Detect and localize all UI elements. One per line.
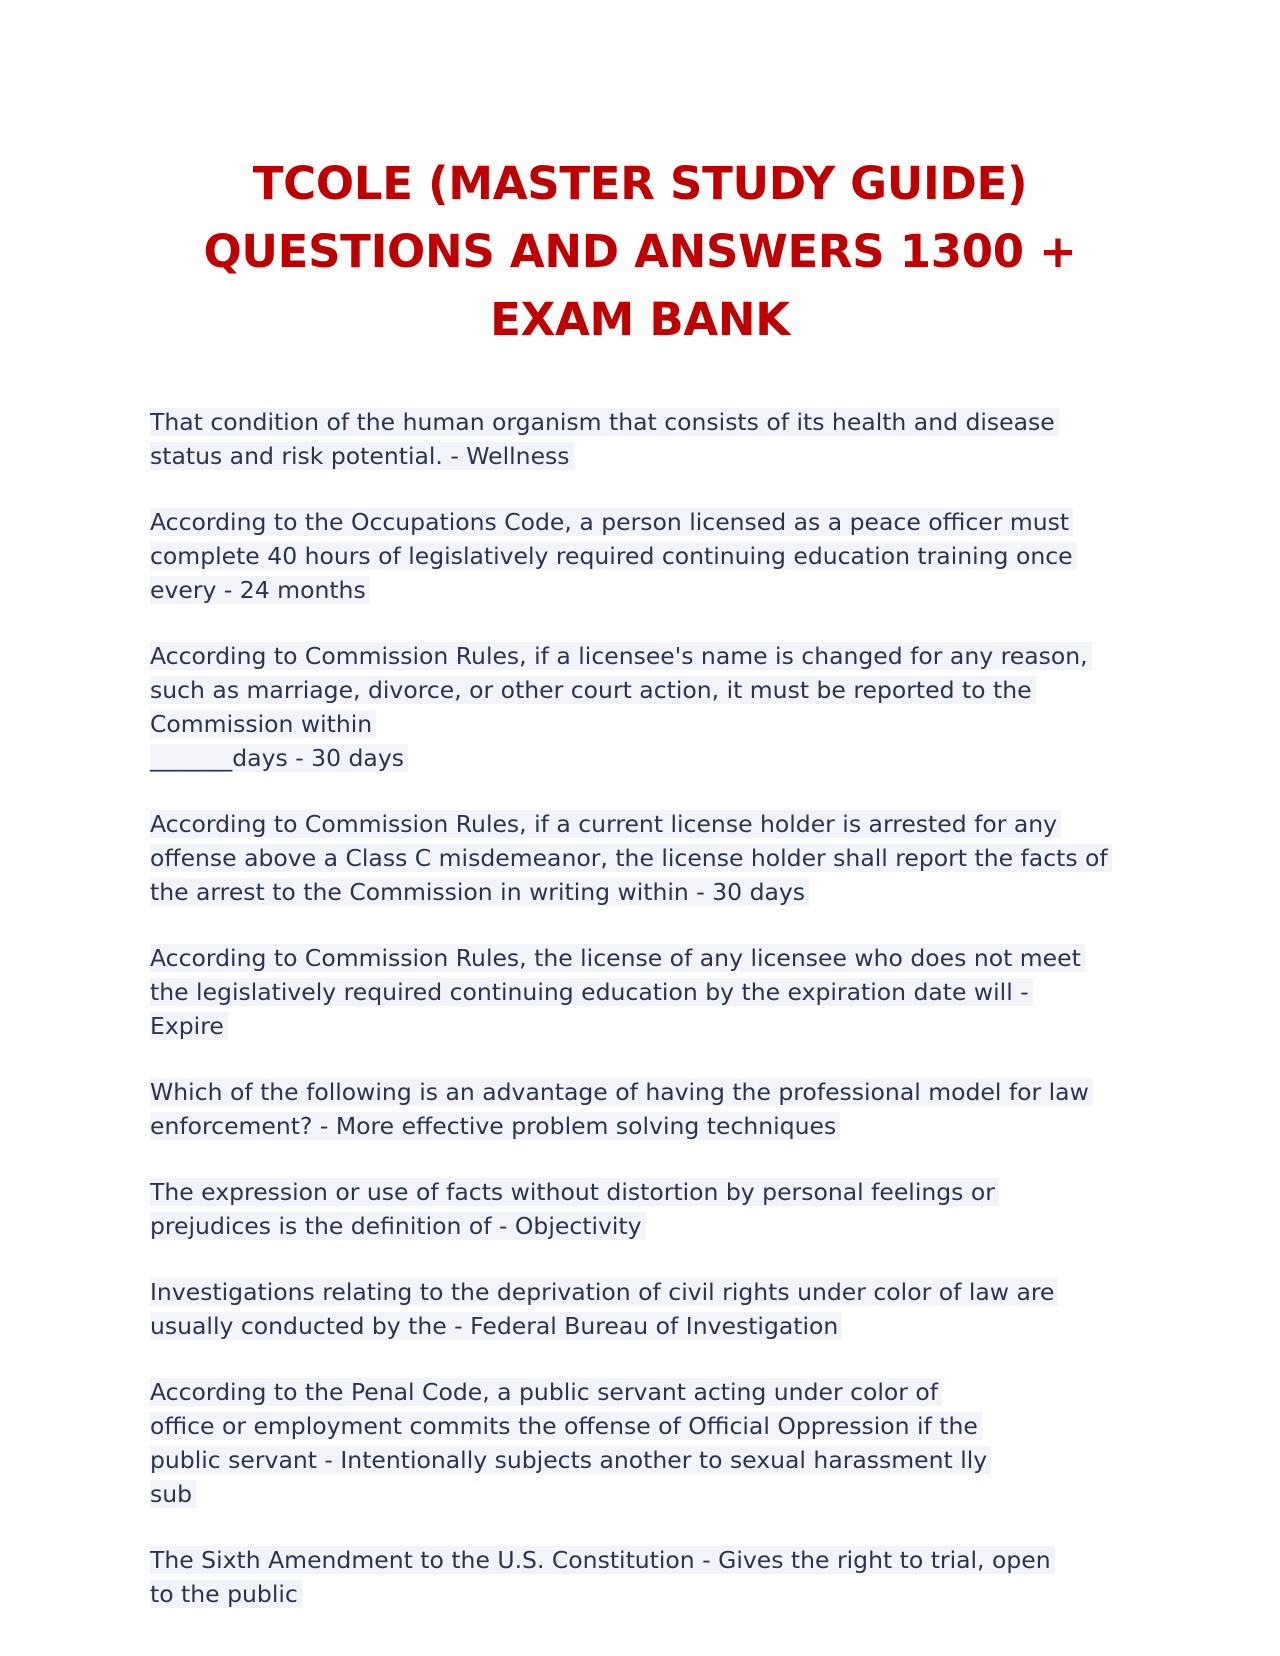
qa-line: office or employment commits the offense of Official Oppression if the <box>150 1412 982 1440</box>
qa-line: complete 40 hours of legislatively required continuing education training once <box>150 542 1077 570</box>
qa-item <box>150 807 1150 909</box>
qa-item <box>150 1275 1150 1343</box>
qa-line: such as marriage, divorce, or other court action, it must be reported to the <box>150 676 1036 704</box>
qa-line: That condition of the human organism that consists of its health and disease <box>150 408 1059 436</box>
qa-line: _______days - 30 days <box>150 744 408 772</box>
qa-list <box>150 405 1150 1643</box>
qa-item <box>150 639 1150 775</box>
qa-line: The expression or use of facts without distortion by personal feelings or <box>150 1178 999 1206</box>
qa-item <box>150 1075 1150 1143</box>
qa-line: enforcement? - More effective problem solving techniques <box>150 1112 840 1140</box>
qa-line: public servant - Intentionally subjects another to sexual harassment lly <box>150 1446 991 1474</box>
qa-item <box>150 941 1150 1043</box>
qa-line: offense above a Class C misdemeanor, the license holder shall report the facts of <box>150 844 1112 872</box>
qa-line: to the public <box>150 1580 302 1608</box>
qa-item <box>150 1375 1150 1511</box>
qa-item <box>150 405 1150 473</box>
qa-line: the legislatively required continuing education by the expiration date will - <box>150 978 1033 1006</box>
qa-item <box>150 1175 1150 1243</box>
qa-line: Commission within <box>150 710 376 738</box>
qa-line: Investigations relating to the deprivation of civil rights under color of law are <box>150 1278 1058 1306</box>
qa-line: Which of the following is an advantage of having the professional model for law <box>150 1078 1093 1106</box>
qa-line: Expire <box>150 1012 228 1040</box>
qa-item <box>150 1543 1150 1611</box>
qa-line: prejudices is the definition of - Objectivity <box>150 1212 646 1240</box>
title-line: EXAM BANK <box>490 293 790 346</box>
qa-line: According to Commission Rules, the license of any licensee who does not meet <box>150 944 1085 972</box>
qa-line: status and risk potential. - Wellness <box>150 442 574 470</box>
title-line: QUESTIONS AND ANSWERS 1300 + <box>203 225 1077 278</box>
document-title <box>150 150 1130 354</box>
qa-line: every - 24 months <box>150 576 370 604</box>
qa-line: According to the Occupations Code, a person licensed as a peace officer must <box>150 508 1073 536</box>
qa-line: According to Commission Rules, if a current license holder is arrested for any <box>150 810 1061 838</box>
qa-line: According to the Penal Code, a public servant acting under color of <box>150 1378 942 1406</box>
qa-line: the arrest to the Commission in writing within - 30 days <box>150 878 809 906</box>
qa-item <box>150 505 1150 607</box>
qa-line: usually conducted by the - Federal Bureau of Investigation <box>150 1312 842 1340</box>
qa-line: According to Commission Rules, if a licensee's name is changed for any reason, <box>150 642 1092 670</box>
qa-line: The Sixth Amendment to the U.S. Constitution - Gives the right to trial, open <box>150 1546 1055 1574</box>
title-line: TCOLE (MASTER STUDY GUIDE) <box>252 157 1028 210</box>
qa-line: sub <box>150 1480 196 1508</box>
